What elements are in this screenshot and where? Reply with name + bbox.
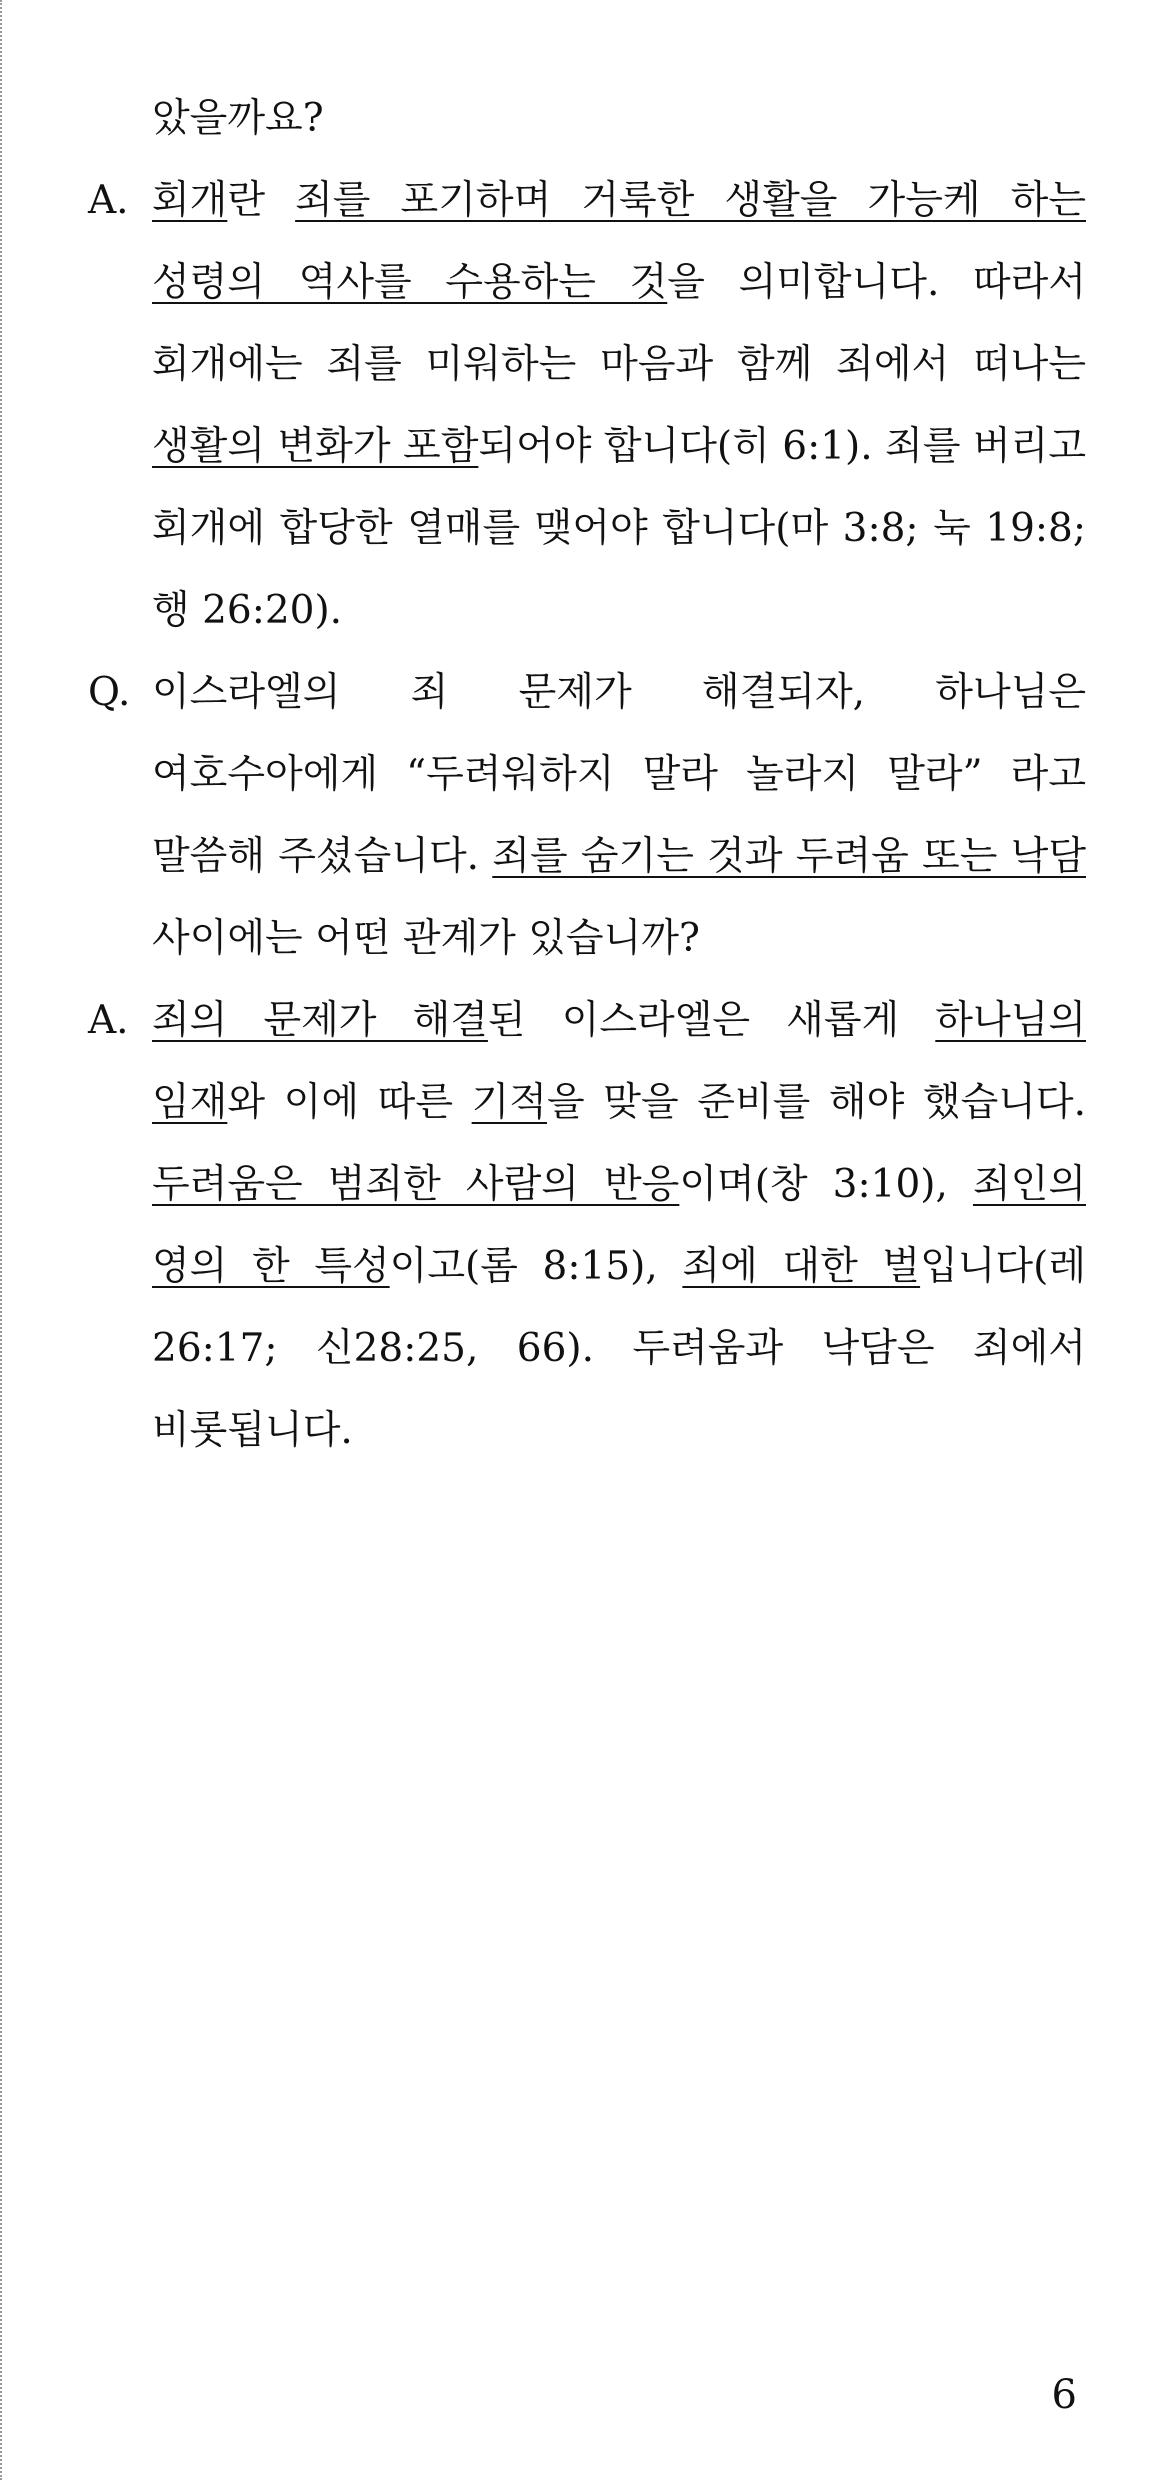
text-run: 을 의미합니다. 따라서 회개에는 죄를 미워하는 마음과 함께 죄에서 떠나는 — [152, 260, 1086, 387]
text-run: 을 맞을 준비를 해야 했습니다. — [546, 1080, 1086, 1125]
underlined-text: 회개 — [152, 178, 228, 223]
underlined-text: 하나님의 임재 — [152, 998, 1086, 1125]
question-fear-paragraph — [152, 652, 1086, 980]
text-run: 사이에는 어떤 관계가 있습니까? — [152, 916, 700, 961]
text-run: 되어야 합니다(히 6:1). 죄를 버리고 회개에 합당한 열매를 맺어야 합니다(마 3:8; 눅 19:8; 행 26:20). — [152, 424, 1086, 633]
text-run: 입니다(레 26:17; 신28:25, 66). 두려움과 낙담은 죄에서 비롯됩니다. — [152, 1244, 1086, 1453]
question-fear — [88, 652, 1086, 980]
page-number: 6 — [1051, 2372, 1077, 2418]
underlined-text: 죄인의 영의 한 특성 — [152, 1162, 1086, 1289]
text-run: 란 — [227, 178, 296, 223]
text-run: 았을까요? — [152, 96, 324, 141]
underlined-text: 죄를 숨기는 것과 두려움 또는 낙담 — [492, 834, 1086, 879]
answer-fear — [88, 980, 1086, 1472]
question-marker: Q. — [88, 670, 131, 715]
answer-fear-paragraph — [152, 980, 1086, 1472]
answer-repentance-paragraph — [152, 160, 1086, 652]
answer-repentance — [88, 160, 1086, 652]
text-run: 이스라엘의 죄 문제가 해결되자, 하나님은 여호수아에게 “두려워하지 말라 놀라지 말라” 라고 말씀해 주셨습니다. — [152, 670, 1086, 879]
text-run: 와 이에 따른 — [227, 1080, 472, 1125]
underlined-text: 죄에 대한 벌 — [682, 1244, 921, 1289]
underlined-text: 기적 — [471, 1080, 547, 1125]
continued-question-paragraph — [152, 78, 1086, 160]
underlined-text: 죄의 문제가 해결 — [152, 998, 488, 1043]
text-run: 이며(창 3:10), — [679, 1162, 973, 1207]
underlined-text: 생활의 변화가 포함 — [152, 424, 479, 469]
answer-marker: A. — [88, 998, 129, 1043]
qa-content — [88, 78, 1086, 1472]
left-dotted-border — [0, 0, 2, 2480]
answer-marker: A. — [88, 178, 129, 223]
continued-question-text — [88, 78, 1086, 160]
underlined-text: 죄를 포기하며 거룩한 생활을 가능케 하는 성령의 역사를 수용하는 것 — [152, 178, 1086, 305]
text-run: 이고(롬 8:15), — [389, 1244, 683, 1289]
text-run: 된 이스라엘은 새롭게 — [487, 998, 936, 1043]
underlined-text: 두려움은 범죄한 사람의 반응 — [152, 1162, 680, 1207]
